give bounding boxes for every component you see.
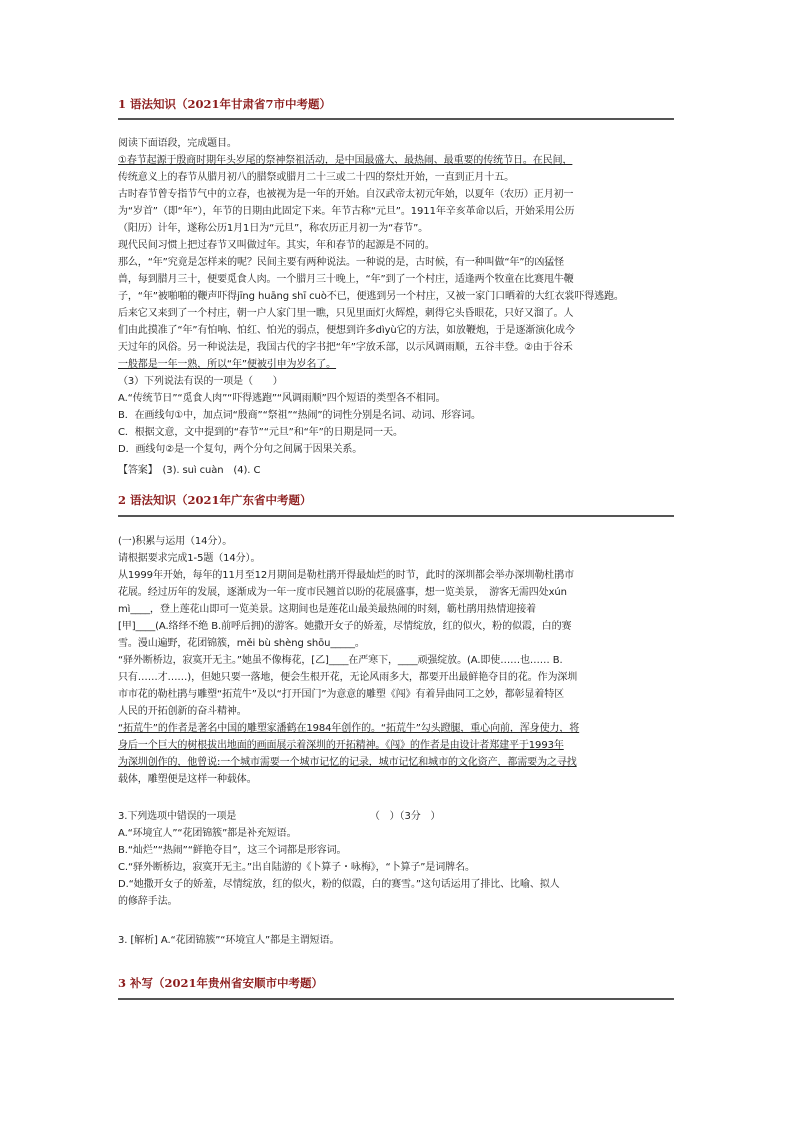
passage-line: 天过年的风俗。另一种说法是，我国古代的字书把“年”字放禾部，以示风调雨顺，五谷丰登。②由于谷禾 bbox=[118, 342, 573, 353]
passage-line: 那么，“年”究竟是怎样来的呢？民间主要有两种说法。一种说的是，古时候，有一种叫做“年”的凶猛怪 bbox=[118, 257, 565, 268]
option-b: B．在画线句①中，加点词“殷商”“祭祖”“热闹”的词性分别是名词、动词、形容词。 bbox=[118, 410, 481, 421]
underlined-sentence-1: ①春节起源于殷商时期年头岁尾的祭神祭祖活动，是中国最盛大、最热闹、最重要的传统节日。在民间， bbox=[118, 155, 573, 166]
passage-line: “驿外断桥边，寂寞开无主。”她虽不像梅花，[乙]____在严寒下，____顽强绽放。(A.即使……也…… B. bbox=[118, 655, 563, 666]
section-2-answer bbox=[118, 932, 674, 949]
passage-line: 只有……才……)，但她只要一落地，便会生根开花，无论风雨多大，都要开出最鲜艳夺目的花。作为深圳 bbox=[118, 672, 578, 683]
section-1-answer bbox=[118, 462, 674, 479]
passage-line: mì____，登上莲花山即可一览美景。这期间也是莲花山最美最热闹的时刻，簕杜鹃用热情迎接着 bbox=[118, 604, 537, 615]
passage-line: 传统意义上的春节从腊月初八的腊祭或腊月二十三或二十四的祭灶开始，一直到正月十五。 bbox=[118, 172, 514, 183]
passage-line: 阅读下面语段，完成题目。 bbox=[118, 138, 237, 149]
passage-line: 载体，雕塑便是这样一种载体。 bbox=[118, 774, 257, 785]
section-1-rule bbox=[118, 118, 674, 120]
option-d: D．画线句②是一个复句，两个分句之间属于因果关系。 bbox=[118, 444, 363, 455]
section-2-passage bbox=[118, 533, 674, 788]
passage-line: （阳历）计年，遂称公历1月1日为“元旦”，称农历正月初一为“春节”。 bbox=[118, 223, 429, 234]
section-3-title: 3 补写（2021年贵州省安顺市中考题） bbox=[118, 976, 324, 990]
section-2-title: 2 语法知识（2021年广东省中考题） bbox=[118, 493, 312, 507]
underlined-sentence-2: 一般都是一年一熟，所以“年”便被引申为岁名了。 bbox=[118, 359, 337, 370]
section-2-question bbox=[118, 808, 674, 910]
passage-line: 现代民间习惯上把过春节又叫做过年。其实，年和春节的起源是不同的。 bbox=[118, 240, 435, 251]
option-b: B.“灿烂”“热闹”“鲜艳夺目”，这三个词都是形容词。 bbox=[118, 845, 347, 856]
passage-line: 子，“年”被啪啪的鞭声吓得jīng huāng shī cuò不已，便逃到另一个村庄，又被一家门口晒着的大红衣裳吓得逃跑。 bbox=[118, 291, 624, 302]
passage-line: 市市花的勒杜鹃与雕塑“拓荒牛”及以“打开国门”为意意的雕塑《闯》有着异曲同工之妙，都彰显着特区 bbox=[118, 689, 565, 700]
option-a: A.“传统节日”“觅食人肉”“吓得逃跑”“风调雨顺”四个短语的类型各不相同。 bbox=[118, 393, 446, 404]
passage-line: 古时春节曾专指节气中的立春，也被视为是一年的开始。自汉武帝太初元年始，以夏年（农历）正月初一 bbox=[118, 189, 574, 200]
option-a: A.“环境宜人”“花团锦簇”都是补充短语。 bbox=[118, 828, 297, 839]
underlined-sentence: 为深圳创作的，他曾说:一个城市需要一个城市记忆的记录，城市记忆和城市的文化资产，都需要为之寻找 bbox=[118, 757, 577, 768]
option-d-continued: 的修辞手法。 bbox=[118, 896, 178, 907]
option-c: C．根据文意，文中提到的“春节”“元旦”和“年”的日期是同一天。 bbox=[118, 427, 403, 438]
section-1-question bbox=[118, 373, 674, 458]
question-stem: 3.下列选项中错误的一项是 （ ）（3分 ） bbox=[118, 811, 441, 822]
passage-line: 们由此摸准了“年”有怕响、怕红、怕光的弱点，便想到许多dìyù它的方法，如放鞭炮，于是逐渐演化成今 bbox=[118, 325, 575, 336]
underlined-sentence: 身后一个巨大的树根拔出地面的画面展示着深圳的开拓精神。《闯》的作者是由设计者郑建平于1993年 bbox=[118, 740, 564, 751]
passage-line: 雪。漫山遍野，花团锦簇，měi bù shèng shōu_____。 bbox=[118, 638, 365, 649]
section-1-passage bbox=[118, 135, 674, 373]
passage-line: 花展。经过历年的发展，逐渐成为一年一度市民翘首以盼的花展盛事，想一览美景， 游客无需四处xún bbox=[118, 587, 567, 598]
option-c: C.“驿外断桥边，寂寞开无主。”出自陆游的《卜算子・咏梅》，“卜算子”是词牌名。 bbox=[118, 862, 475, 873]
passage-line: 人民的开拓创新的奋斗精神。 bbox=[118, 706, 247, 717]
passage-line: 从1999年开始，每年的11月至12月期间是勒杜鹃开得最灿烂的时节，此时的深圳都会举办深圳勒杜鹃市 bbox=[118, 570, 574, 581]
section-3-rule bbox=[118, 998, 674, 1000]
underlined-sentence: “拓荒牛”的作者是著名中国的雕塑家潘鹤在1984年创作的。“拓荒牛”勾头蹬腿，重心向前，浑身使力，将 bbox=[118, 723, 580, 734]
answer-line: 3. [解析] A.“花团锦簇”“环境宜人”都是主谓短语。 bbox=[118, 935, 340, 946]
passage-line: (一)积累与运用（14分）。 bbox=[118, 536, 233, 547]
answer-line: 【答案】 (3). suì cuàn (4). C bbox=[118, 465, 261, 476]
option-d: D.“她撒开女子的娇羞，尽情绽放，红的似火，粉的似霞，白的赛雪。”这句话运用了排比、比喻、拟人 bbox=[118, 879, 560, 890]
passage-line: 为“岁首”（即“年”），年节的日期由此固定下来。年节古称“元旦”。1911年辛亥革命以后，开始采用公历 bbox=[118, 206, 575, 217]
section-1-title: 1 语法知识（2021年甘肃省7市中考题） bbox=[118, 97, 332, 111]
question-stem: （3）下列说法有误的一项是（ ） bbox=[118, 376, 283, 387]
passage-line: 请根据要求完成1-5题（14分）。 bbox=[118, 553, 261, 564]
passage-line: [甲]____(A.络绎不绝 B.前呼后拥)的游客。她撒开女子的娇羞，尽情绽放，红的似火，粉的似霞，白的赛 bbox=[118, 621, 572, 632]
passage-line: 后来它又来到了一个村庄，朝一户人家门里一瞧，只见里面灯火辉煌，刺得它头昏眼花，只好又溜了。人 bbox=[118, 308, 574, 319]
section-2-rule bbox=[118, 515, 674, 517]
passage-line: 兽，每到腊月三十，便要觅食人肉。一个腊月三十晚上，“年”到了一个村庄，适逢两个牧童在比赛甩牛鞭 bbox=[118, 274, 574, 285]
